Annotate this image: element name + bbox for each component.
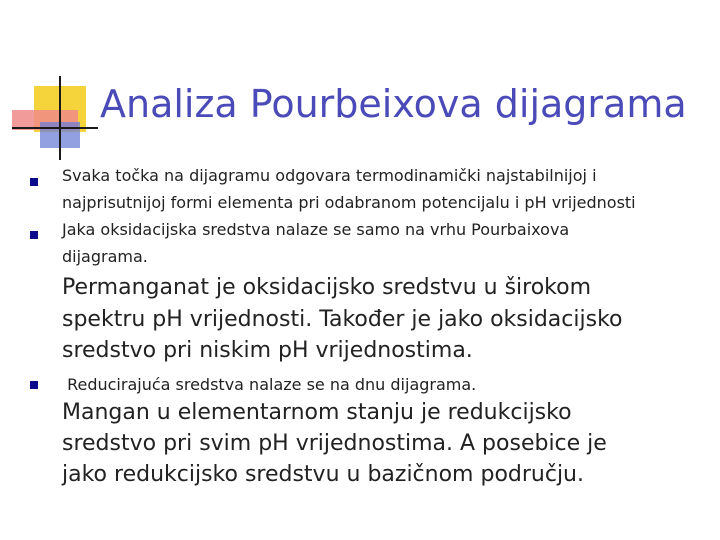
slide-title: Analiza Pourbeixova dijagrama <box>100 82 687 126</box>
bullet-2-continuation-3: sredstvo pri niskim pH vrijednostima. <box>62 338 473 363</box>
bullet-1-line-2: najprisutnijoj formi elementa pri odabranom potencijalu i pH vrijednosti <box>62 193 636 212</box>
bullet-2-continuation-2: spektru pH vrijednosti. Također je jako oksidacijsko <box>62 307 623 332</box>
bullet-3-continuation-2: sredstvo pri svim pH vrijednostima. A posebice je <box>62 431 607 456</box>
bullet-2-line-2: dijagrama. <box>62 247 148 266</box>
bullet-3-continuation-3: jako redukcijsko sredstvu u bazičnom području. <box>62 462 584 487</box>
bullet-2-line-1: Jaka oksidacijska sredstva nalaze se samo na vrhu Pourbaixova <box>62 220 570 239</box>
bullet-3-continuation-1: Mangan u elementarnom stanju je redukcijsko <box>62 400 572 425</box>
bullet-marker <box>30 178 38 186</box>
bullet-marker <box>30 381 38 389</box>
bullet-2-continuation-1: Permanganat je oksidacijsko sredstvu u širokom <box>62 275 592 300</box>
bullet-3-line-1: Reducirajuća sredstva nalaze se na dnu dijagrama. <box>62 375 477 394</box>
bullet-marker <box>30 231 38 239</box>
bullet-1-line-1: Svaka točka na dijagramu odgovara termodinamički najstabilnijoj i <box>62 166 597 185</box>
